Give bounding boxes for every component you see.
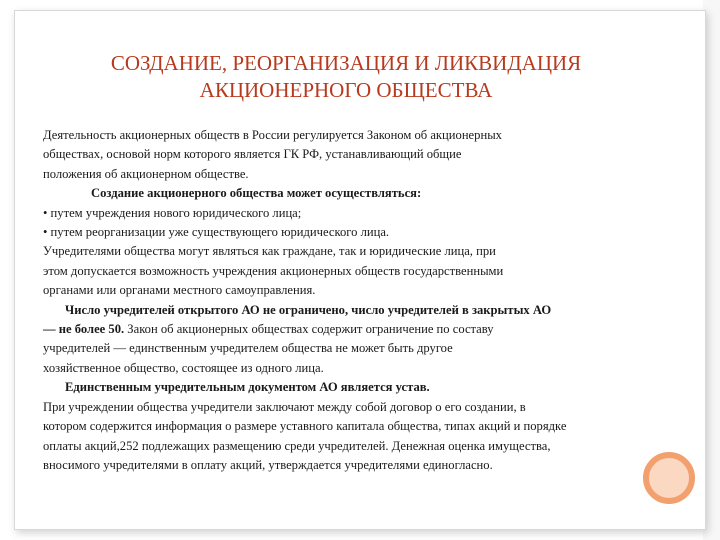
body-line-mixed xyxy=(43,320,673,339)
body-line: Деятельность акционерных обществ в России регулируется Законом об акционерных xyxy=(43,128,502,142)
title-line-2: АКЦИОНЕРНОГО ОБЩЕСТВА xyxy=(199,78,493,102)
slide-body xyxy=(43,126,673,475)
body-line: этом допускается возможность учреждения акционерных обществ государственными xyxy=(43,263,504,278)
body-line: При учреждении общества учредители заключают между собой договор о его создании, в xyxy=(43,399,526,414)
body-heading: Число учредителей открытого АО не ограничено, число учредителей в закрытых АО xyxy=(65,302,552,317)
body-line: обществах, основой норм которого является ГК РФ, устанавливающий общие xyxy=(43,147,462,162)
body-line: учредителей — единственным учредителем общества не может быть другое xyxy=(43,341,453,356)
body-line: органами или органами местного самоуправления. xyxy=(43,283,316,298)
body-line: котором содержится информация о размере уставного капитала общества, типах акций и порядке xyxy=(43,419,567,434)
body-line: вносимого учредителями в оплату акций, утверждается учредителями единогласно. xyxy=(43,457,493,472)
body-line: оплаты акций,252 подлежащих размещению среди учредителей. Денежная оценка имущества, xyxy=(43,438,551,453)
body-line: хозяйственное общество, состоящее из одного лица. xyxy=(43,360,324,375)
bullet-item: • путем учреждения нового юридического лица; xyxy=(43,205,302,220)
bold-fragment: — не более 50. xyxy=(43,322,125,337)
body-line: Учредителями общества могут являться как граждане, так и юридические лица, при xyxy=(43,244,496,259)
slide-title xyxy=(26,50,666,104)
title-line-1: СОЗДАНИЕ, РЕОРГАНИЗАЦИЯ И ЛИКВИДАЦИЯ xyxy=(110,51,582,75)
body-heading: Создание акционерного общества может осуществляться: xyxy=(91,186,422,201)
regular-fragment: Закон об акционерных обществах содержит ограничение по составу xyxy=(124,322,494,337)
bullet-item: • путем реорганизации уже существующего юридического лица. xyxy=(43,225,390,240)
decorative-circle xyxy=(643,452,695,504)
body-line: положения об акционерном обществе. xyxy=(43,166,249,181)
body-heading: Единственным учредительным документом АО является устав. xyxy=(65,380,430,395)
